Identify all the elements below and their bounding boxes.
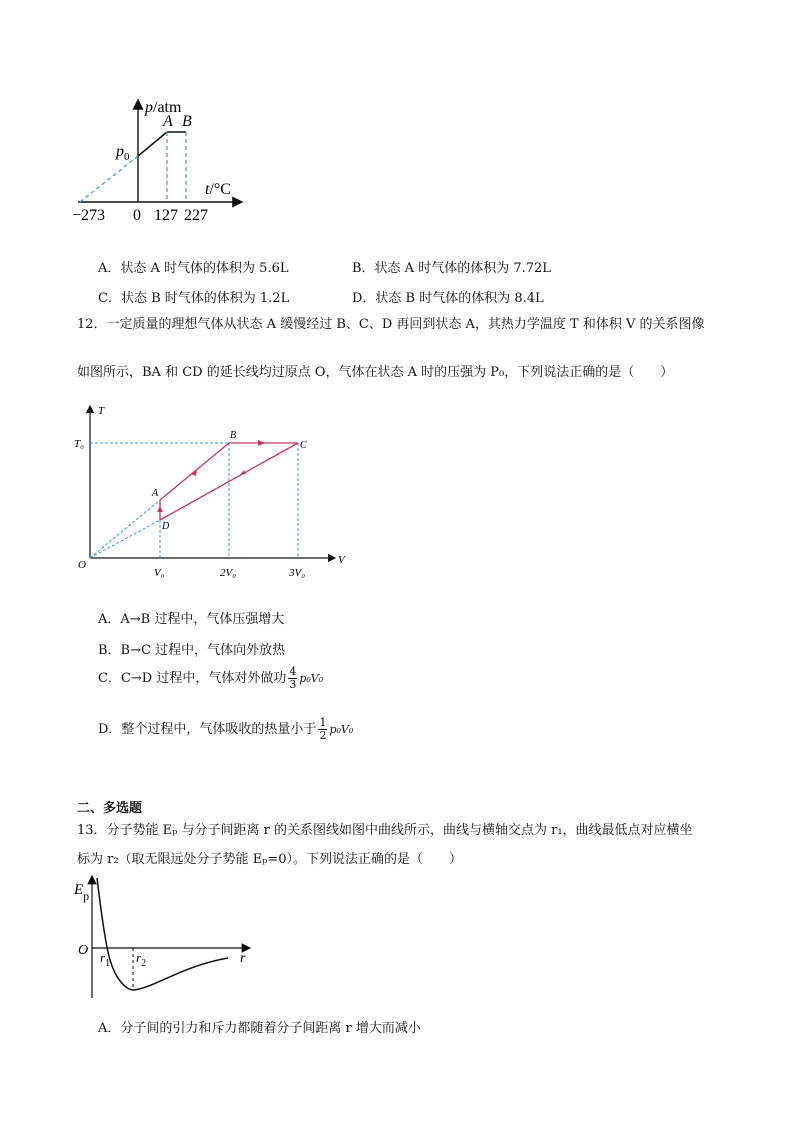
q11-point-a: A xyxy=(163,113,173,130)
q12-option-c-suffix: p₀V₀ xyxy=(299,672,324,685)
q12-point-c: C xyxy=(300,440,307,451)
q12-option-c-fraction xyxy=(288,666,297,691)
q11-option-a[interactable]: A．状态 A 时气体的体积为 5.6L xyxy=(98,261,289,276)
q12-oa-extension xyxy=(90,500,160,558)
q13-r2-label: $r_2$ xyxy=(136,950,147,969)
q12-option-b[interactable]: B．B→C 过程中，气体向外放热 xyxy=(98,643,286,658)
q12-arrow-bc xyxy=(258,440,265,446)
q12-option-c[interactable] xyxy=(98,666,323,691)
q12-option-d-den: 2 xyxy=(319,729,327,742)
q12-option-d-suffix: p₀V₀ xyxy=(329,723,354,736)
q11-option-b[interactable]: B．状态 A 时气体的体积为 7.72L xyxy=(352,261,551,276)
q11-tick-neg273: −273 xyxy=(72,207,106,224)
q12-option-c-prefix: C．C→D 过程中，气体对外做功 xyxy=(98,671,287,686)
q12-arrow-da xyxy=(157,506,163,512)
q12-point-b: B xyxy=(230,430,237,441)
q12-option-a[interactable]: A．A→B 过程中，气体压强增大 xyxy=(98,612,285,627)
q12-x-label: V xyxy=(338,554,345,566)
q12-y-label: T xyxy=(98,405,105,417)
section-heading-multi-choice: 二、多选题 xyxy=(77,801,143,816)
q12-tick-v0: V₀ xyxy=(154,567,165,579)
q13-stem-line2: 标为 r₂（取无限远处分子势能 Eₚ=0）。下列说法正确的是（ ） xyxy=(77,852,463,867)
q11-pt-graph xyxy=(60,90,250,230)
q12-arrow-cd xyxy=(240,470,246,475)
q12-stem-line1: 12．一定质量的理想气体从状态 A 缓慢经过 B、C、D 再回到状态 A，其热力学温度 T 和体积 V 的关系图像 xyxy=(77,317,705,332)
q12-tv-graph xyxy=(70,398,360,583)
q12-option-d[interactable] xyxy=(98,717,353,742)
q12-option-d-fraction xyxy=(318,717,327,742)
q12-option-d-num: 1 xyxy=(319,716,327,729)
q12-t0-label: T₀ xyxy=(74,438,84,450)
q13-ep-r-graph xyxy=(70,870,260,1005)
q13-r1-label: $r_1$ xyxy=(100,950,111,969)
q13-ep-curve xyxy=(97,878,228,990)
q12-option-c-num: 4 xyxy=(289,665,297,678)
q13-origin-label: O xyxy=(78,943,89,958)
q11-line-p0-a xyxy=(138,132,167,156)
q11-option-d[interactable]: D．状态 B 时气体的体积为 8.4L xyxy=(352,291,544,306)
q11-x-label: t/°C xyxy=(205,181,231,198)
q11-tick-127: 127 xyxy=(154,207,178,224)
q12-od-extension xyxy=(90,520,160,558)
q13-x-label: r xyxy=(240,951,246,966)
q13-stem-line1: 13．分子势能 Eₚ 与分子间距离 r 的关系图线如图中曲线所示，曲线与横轴交点为 r₁，曲线最低点对应横坐 xyxy=(77,823,693,838)
q11-point-b: B xyxy=(182,113,192,130)
q13-y-label: $E_p$ xyxy=(74,882,90,903)
q12-point-a: A xyxy=(152,488,159,499)
q11-y-label: p/atm xyxy=(145,99,182,116)
q11-p0-label: $p_0$ xyxy=(116,143,130,163)
q12-origin-label: O xyxy=(78,559,86,571)
q12-tick-2v0: 2V₀ xyxy=(220,567,237,579)
q11-tick-0: 0 xyxy=(133,207,141,224)
q12-tick-3v0: 3V₀ xyxy=(289,567,306,579)
q11-option-c[interactable]: C．状态 B 时气体的体积为 1.2L xyxy=(98,291,290,306)
q12-point-d: D xyxy=(162,521,170,532)
q13-option-a[interactable]: A．分子间的引力和斥力都随着分子间距离 r 增大而减小 xyxy=(98,1021,421,1036)
q11-tick-227: 227 xyxy=(184,207,208,224)
q12-option-c-den: 3 xyxy=(289,678,297,691)
q12-stem-line2: 如图所示，BA 和 CD 的延长线均过原点 O，气体在状态 A 时的压强为 P₀，下列说法正确的是（ ） xyxy=(77,365,674,380)
q12-arrow-ab xyxy=(191,469,197,476)
q12-option-d-prefix: D．整个过程中，气体吸收的热量小于 xyxy=(98,722,317,737)
